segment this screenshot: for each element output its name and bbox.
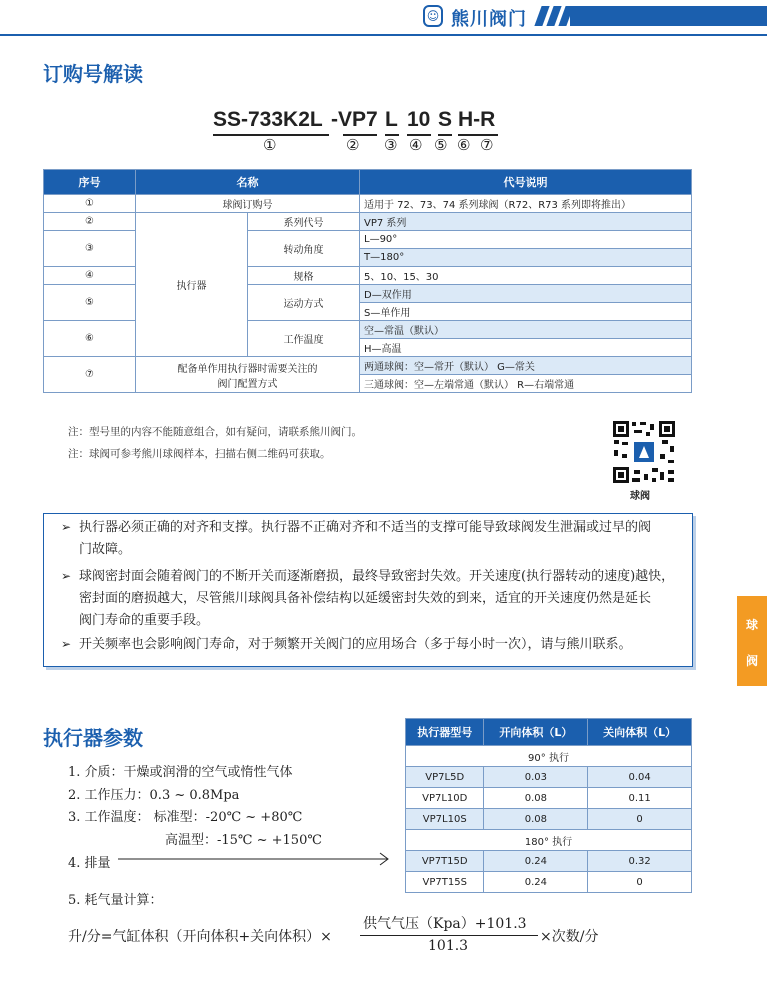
fraction-bar — [360, 935, 538, 936]
row-desc: 三通球阀：空—左端常通（默认） R—右端常通 — [360, 375, 692, 393]
bullet-arrow-icon: ➢ — [61, 569, 72, 583]
param-displacement: 4. 排量 — [68, 856, 111, 871]
bear-logo-icon: ☺ — [423, 5, 443, 27]
table-cell: 0.03 — [484, 767, 588, 788]
param-temperature-high: 高温型：-15℃ ~ +150℃ — [165, 833, 322, 848]
row-no: ③ — [44, 231, 136, 267]
row-desc: 适用于 72、73、74 系列球阀（R72、R73 系列即将推出） — [360, 195, 692, 213]
row-sub: 运动方式 — [248, 285, 360, 321]
row-desc: 两通球阀：空—常开（默认） G—常关 — [360, 357, 692, 375]
table-cell: VP7L10D — [406, 788, 484, 809]
row-desc: L—90° — [360, 231, 692, 249]
header-bar — [570, 6, 767, 26]
table-cell: 0.08 — [484, 788, 588, 809]
table-cell: 0.24 — [484, 851, 588, 872]
row-sub: 系列代号 — [248, 213, 360, 231]
section-title-actuator: 执行器参数 — [43, 726, 143, 750]
model-part-1: SS-733K2L — [213, 108, 323, 131]
col-header-close-volume: 关向体积（L） — [588, 719, 692, 746]
bullet-text: 阀门寿命的重要手段。 — [79, 613, 210, 628]
row-no: ④ — [44, 267, 136, 285]
formula-right: ×次数/分 — [540, 929, 599, 945]
model-part-3: L — [385, 108, 398, 131]
circle-3: ③ — [384, 136, 398, 154]
col-header-model: 执行器型号 — [406, 719, 484, 746]
table-cell: 0.32 — [588, 851, 692, 872]
table-cell: 0.11 — [588, 788, 692, 809]
circle-5: ⑤ — [434, 136, 448, 154]
header-rule — [0, 34, 767, 36]
param-medium: 1. 介质：干燥或润滑的空气或惰性气体 — [68, 765, 293, 780]
table-cell: VP7T15S — [406, 872, 484, 893]
row-no: ⑥ — [44, 321, 136, 357]
side-tab-char: 阀 — [745, 654, 758, 668]
col-header-no: 序号 — [44, 170, 136, 195]
bullet-arrow-icon: ➢ — [61, 520, 72, 534]
bullet-arrow-icon: ➢ — [61, 637, 72, 651]
row-desc: S—单作用 — [360, 303, 692, 321]
table-cell: 0.08 — [484, 809, 588, 830]
circle-1: ① — [263, 136, 277, 154]
model-part-2: -VP7 — [331, 108, 378, 131]
table-cell: VP7L5D — [406, 767, 484, 788]
bullet-text: 密封面的磨损越大，尽管熊川球阀具备补偿结构以延缓密封失效的到来，适宜的开关速度仍然是延长 — [79, 591, 652, 606]
note-1: 注：型号里的内容不能随意组合，如有疑问，请联系熊川阀门。 — [68, 426, 362, 438]
row-no: ② — [44, 213, 136, 231]
model-part-4: 10 — [407, 108, 431, 131]
model-part-5: S — [438, 108, 453, 131]
circle-4: ④ — [409, 136, 423, 154]
table-cell: 0.04 — [588, 767, 692, 788]
row-desc: H—高温 — [360, 339, 692, 357]
formula-denominator: 101.3 — [428, 938, 469, 954]
table-cell: VP7T15D — [406, 851, 484, 872]
brand-name: 熊川阀门 — [451, 9, 527, 30]
qr-code-icon[interactable] — [612, 420, 676, 484]
table-cell: 0.24 — [484, 872, 588, 893]
bullet-text: 执行器必须正确的对齐和支撑。执行器不正确对齐和不适当的支撑可能导致球阀发生泄漏或过早的阀 — [79, 520, 652, 535]
row-desc: VP7 系列 — [360, 213, 692, 231]
actuator-label: 执行器 — [136, 213, 248, 357]
row-desc: T—180° — [360, 249, 692, 267]
row-name: 球阀订购号 — [136, 195, 360, 213]
table-cell: 0 — [588, 872, 692, 893]
param-temperature: 3. 工作温度： 标准型：-20℃ ~ +80℃ — [68, 810, 303, 825]
note-2: 注：球阀可参考熊川球阀样本，扫描右侧二维码可获取。 — [68, 448, 331, 460]
param-pressure: 2. 工作压力：0.3 ~ 0.8Mpa — [68, 788, 240, 803]
row-sub: 规格 — [248, 267, 360, 285]
group-row: 180° 执行 — [406, 830, 692, 851]
row-desc: 5、10、15、30 — [360, 267, 692, 285]
actuator-volume-table — [405, 718, 692, 893]
col-header-name: 名称 — [136, 170, 360, 195]
group-row: 90° 执行 — [406, 746, 692, 767]
col-header-desc: 代号说明 — [360, 170, 692, 195]
qr-caption: 球阀 — [630, 491, 650, 502]
row-desc: 空—常温（默认） — [360, 321, 692, 339]
table-cell: VP7L10S — [406, 809, 484, 830]
row-no: ① — [44, 195, 136, 213]
row-name: 配备单作用执行器时需要关注的阀门配置方式 — [136, 357, 360, 393]
circle-7: ⑦ — [480, 136, 494, 154]
bullet-text: 门故障。 — [79, 542, 132, 557]
table-cell: 0 — [588, 809, 692, 830]
row-sub: 转动角度 — [248, 231, 360, 267]
col-header-open-volume: 开向体积（L） — [484, 719, 588, 746]
bullet-text: 开关频率也会影响阀门寿命，对于频繁开关阀门的应用场合（多于每小时一次），请与熊川联系。 — [79, 637, 632, 652]
row-desc: D—双作用 — [360, 285, 692, 303]
row-sub: 工作温度 — [248, 321, 360, 357]
side-tab-char: 球 — [745, 618, 758, 632]
side-tab-ball-valve[interactable] — [737, 596, 767, 686]
circle-2: ② — [346, 136, 360, 154]
circle-6: ⑥ — [457, 136, 471, 154]
arrow-right-icon — [118, 852, 394, 866]
formula-numerator: 供气气压（Kpa）+101.3 — [363, 916, 527, 932]
bullet-text: 球阀密封面会随着阀门的不断开关而逐渐磨损，最终导致密封失效。开关速度(执行器转动的速度)越快， — [79, 569, 675, 584]
row-no: ⑤ — [44, 285, 136, 321]
ordering-table — [43, 169, 692, 393]
section-title-ordering: 订购号解读 — [43, 62, 143, 86]
formula-left: 升/分=气缸体积（开向体积+关向体积）× — [68, 929, 332, 945]
model-part-6: H-R — [458, 108, 496, 131]
param-consumption: 5. 耗气量计算： — [68, 893, 163, 908]
row-no: ⑦ — [44, 357, 136, 393]
